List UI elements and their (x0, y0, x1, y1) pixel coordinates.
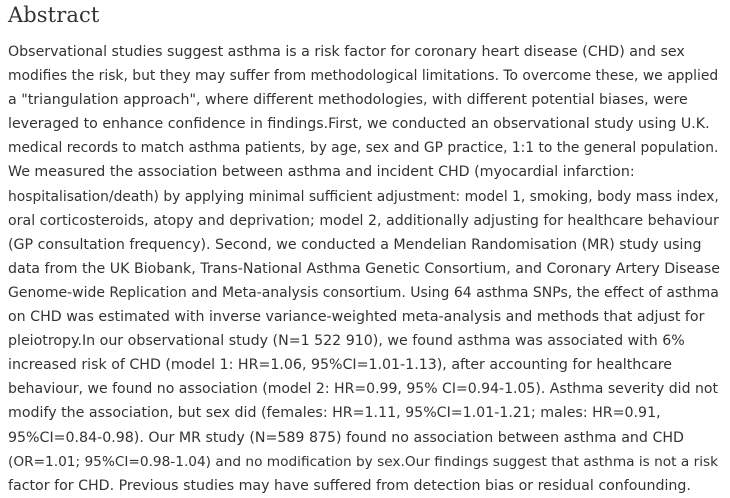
abstract-line: a "triangulation approach", where different methodologies, with different potential biases, were (8, 92, 688, 109)
abstract-line: oral corticosteroids, atopy and deprivation; model 2, additionally adjusting for healthcare behaviour (8, 212, 719, 229)
abstract-line: data from the UK Biobank, Trans-National Asthma Genetic Consortium, and Coronary Artery Disease (8, 260, 721, 277)
abstract-line: (OR=1.01; 95%CI=0.98-1.04) and no modification by sex.Our findings suggest that asthma is not a risk (8, 453, 719, 470)
abstract-line: pleiotropy.In our observational study (N=1 522 910), we found asthma was associated with 6% (8, 333, 685, 350)
abstract-line: Genome-wide Replication and Meta-analysis consortium. Using 64 asthma SNPs, the effect of asthma (8, 284, 719, 301)
abstract-line: modify the association, but sex did (females: HR=1.11, 95%CI=1.01-1.21; males: HR=0.91, (8, 405, 661, 422)
abstract-line: factor for CHD. Previous studies may have suffered from detection bias or residual confounding. (8, 477, 691, 494)
abstract-section (8, 0, 722, 498)
abstract-line: on CHD was estimated with inverse variance-weighted meta-analysis and methods that adjust for (8, 309, 705, 326)
abstract-line: increased risk of CHD (model 1: HR=1.06, 95%CI=1.01-1.13), after accounting for healthcare (8, 357, 673, 374)
abstract-heading: Abstract (8, 3, 100, 27)
abstract-line: 95%CI=0.84-0.98). Our MR study (N=589 875) found no association between asthma and CHD (8, 429, 684, 446)
abstract-line: (GP consultation frequency). Second, we conducted a Mendelian Randomisation (MR) study using (8, 236, 702, 253)
abstract-line: leveraged to enhance confidence in findings.First, we conducted an observational study using U.K. (8, 116, 710, 133)
abstract-line: hospitalisation/death) by applying minimal sufficient adjustment: model 1, smoking, body mass index, (8, 188, 719, 205)
abstract-body (8, 40, 722, 498)
abstract-line: We measured the association between asthma and incident CHD (myocardial infarction: (8, 164, 635, 181)
abstract-line: modifies the risk, but they may suffer from methodological limitations. To overcome these, we applied (8, 68, 719, 85)
abstract-line: medical records to match asthma patients, by age, sex and GP practice, 1:1 to the general population. (8, 140, 719, 157)
abstract-line: behaviour, we found no association (model 2: HR=0.99, 95% CI=0.94-1.05). Asthma severity did not (8, 381, 718, 398)
abstract-line: Observational studies suggest asthma is a risk factor for coronary heart disease (CHD) and sex (8, 44, 685, 60)
